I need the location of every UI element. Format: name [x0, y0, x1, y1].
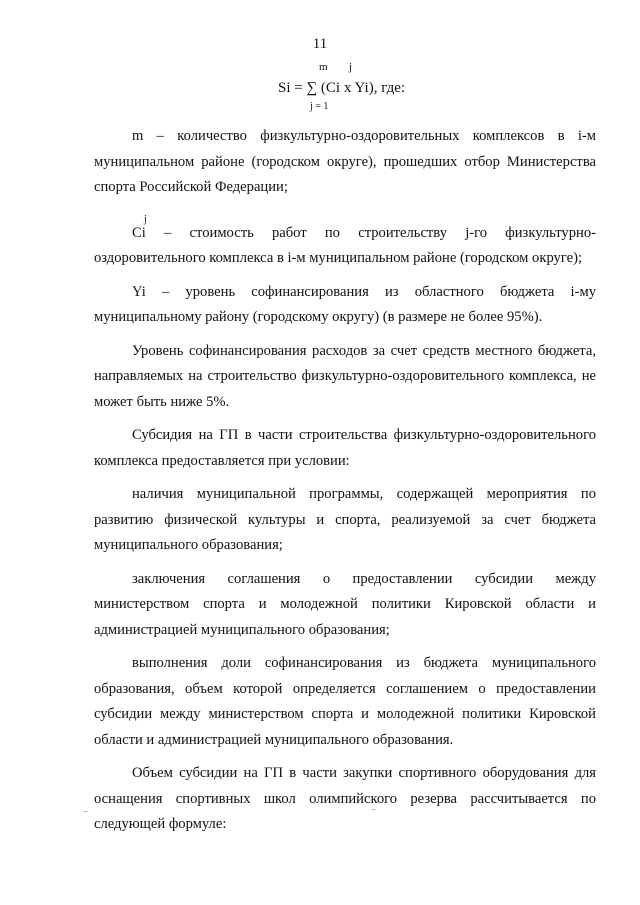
paragraph-equipment-formula: Объем субсидии на ГП в части закупки спортивного оборудования для оснащения спортивных школ олимпийского резерва рассчитывается по следующей формуле:	[94, 765, 596, 832]
formula-main: Si = ∑ (Ci x Yi), где:	[278, 80, 406, 96]
ci-definition-block	[94, 213, 596, 272]
paragraph-local-level: Уровень софинансирования расходов за счет средств местного бюджета, направляемых на строительство физкультурно-оздоровительного комплекса, не может быть ниже 5%.	[94, 342, 596, 410]
paragraph-subsidy-condition: Субсидия на ГП в части строительства физкультурно-оздоровительного комплекса предоставляется при условии:	[94, 427, 596, 469]
paragraph-condition-agreement: заключения соглашения о предоставлении субсидии между министерством спорта и молодежной политики Кировской области и администрацией муниципального образования;	[94, 570, 596, 638]
page-number: 11	[312, 36, 328, 52]
document-body	[94, 124, 596, 846]
formula-superscript: j	[349, 61, 353, 73]
paragraph-ci-definition: Ci – стоимость работ по строительству j-го физкультурно-оздоровительного комплекса в i-м муниципальном районе (городском округе);	[94, 224, 596, 266]
scan-artifact-center: ‾	[372, 810, 376, 821]
ci-superscript: j	[144, 213, 147, 225]
formula-lower-limit: j = 1	[310, 101, 329, 112]
formula-upper-limit: m	[319, 61, 328, 73]
paragraph-m-definition: m – количество физкультурно-оздоровительных комплексов в i-м муниципальном районе (городском округе), прошедших отбор Министерства спорта Российской Федерации;	[94, 128, 596, 195]
paragraph-yi-definition: Yi – уровень софинансирования из областного бюджета i-му муниципальному району (городскому округу) (в размере не более 95%).	[94, 283, 596, 325]
paragraph-condition-program: наличия муниципальной программы, содержащей мероприятия по развитию физической культуры и спорта, реализуемой за счет бюджета муниципального образования;	[94, 486, 596, 553]
scan-artifact-left: ‾	[84, 812, 88, 823]
paragraph-condition-share: выполнения доли софинансирования из бюджета муниципального образования, объем которой определяется соглашением о предоставлении субсидии между министерством спорта и молодежной политики Кировской области и администрацией муниципального образования.	[94, 655, 596, 748]
